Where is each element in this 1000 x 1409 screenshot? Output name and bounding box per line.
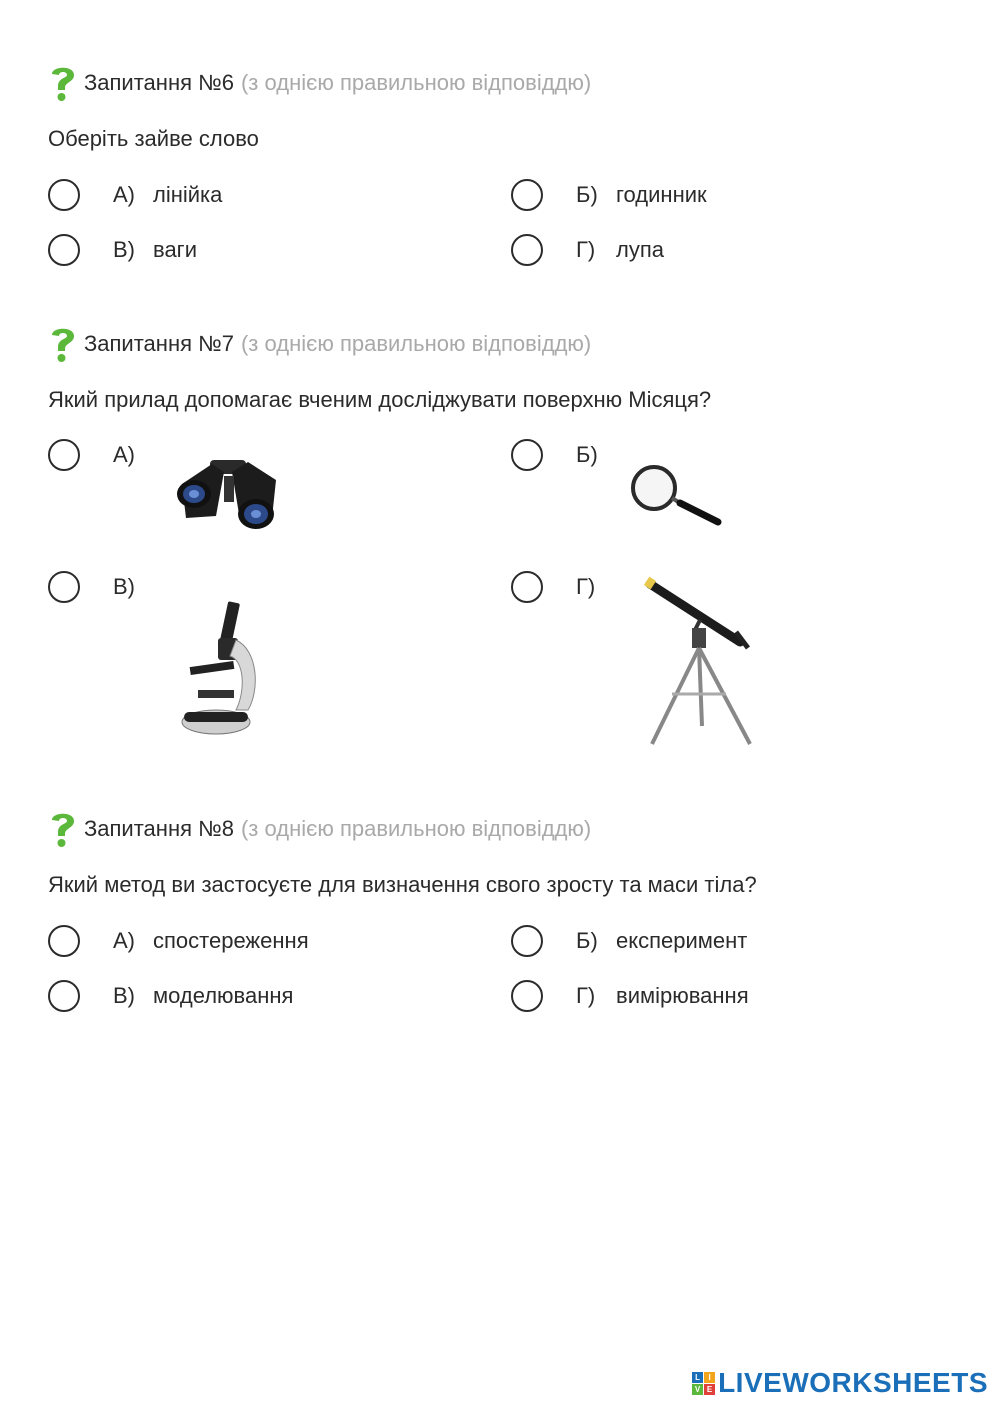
logo-mark-letter: V — [692, 1384, 703, 1395]
option-letter: Б) — [576, 442, 598, 467]
radio-button[interactable] — [511, 234, 543, 266]
option-text: ваги — [153, 237, 197, 262]
logo-mark-letter: L — [692, 1372, 703, 1383]
option-letter: В) — [113, 983, 135, 1008]
question-mark-icon — [48, 324, 78, 364]
option-b[interactable] — [511, 923, 747, 959]
option-text: спостереження — [153, 928, 309, 953]
binoculars-image — [172, 454, 284, 534]
logo-mark-icon — [692, 1372, 715, 1395]
option-text: експеримент — [616, 928, 748, 953]
option-a[interactable] — [48, 177, 222, 213]
option-c[interactable] — [48, 569, 153, 605]
option-c[interactable] — [48, 978, 293, 1014]
option-letter: Г) — [576, 574, 596, 599]
radio-button[interactable] — [48, 179, 80, 211]
question-title: Запитання №7 — [84, 331, 234, 356]
option-d[interactable] — [511, 569, 616, 605]
question-title: Запитання №8 — [84, 816, 234, 841]
question-6 — [48, 63, 968, 283]
radio-button[interactable] — [48, 234, 80, 266]
question-header — [48, 809, 591, 849]
question-title: Запитання №6 — [84, 70, 234, 95]
option-text: лупа — [616, 237, 664, 262]
radio-button[interactable] — [48, 980, 80, 1012]
question-8 — [48, 809, 968, 1029]
telescope-image — [640, 576, 760, 748]
question-text: Який прилад допомагає вченим досліджувати поверхню Місяця? — [48, 387, 712, 412]
radio-button[interactable] — [48, 925, 80, 957]
radio-button[interactable] — [511, 179, 543, 211]
option-letter: Г) — [576, 237, 596, 262]
option-text: вимірювання — [616, 983, 749, 1008]
option-a[interactable] — [48, 437, 153, 473]
question-7 — [48, 324, 968, 764]
question-mark-icon — [48, 63, 78, 103]
question-note: (з однією правильною відповіддю) — [240, 331, 592, 356]
radio-button[interactable] — [511, 571, 543, 603]
option-text: лінійка — [153, 182, 223, 207]
question-text: Який метод ви застосуєте для визначення свого зросту та маси тіла? — [48, 872, 757, 897]
logo-mark-letter: E — [704, 1384, 715, 1395]
liveworksheets-logo — [692, 1367, 988, 1399]
option-text: годинник — [616, 182, 707, 207]
option-b[interactable] — [511, 437, 616, 473]
question-text: Оберіть зайве слово — [48, 126, 259, 151]
option-a[interactable] — [48, 923, 309, 959]
option-d[interactable] — [511, 978, 749, 1014]
question-note: (з однією правильною відповіддю) — [240, 70, 592, 95]
option-letter: Б) — [576, 182, 598, 207]
option-letter: А) — [113, 442, 135, 467]
question-mark-icon — [48, 809, 78, 849]
option-c[interactable] — [48, 232, 197, 268]
option-letter: Г) — [576, 983, 596, 1008]
question-header — [48, 324, 591, 364]
option-text: моделювання — [153, 983, 294, 1008]
radio-button[interactable] — [48, 439, 80, 471]
option-b[interactable] — [511, 177, 707, 213]
question-note: (з однією правильною відповіддю) — [240, 816, 592, 841]
radio-button[interactable] — [511, 439, 543, 471]
option-letter: А) — [113, 182, 135, 207]
radio-button[interactable] — [511, 925, 543, 957]
option-letter: Б) — [576, 928, 598, 953]
option-letter: В) — [113, 237, 135, 262]
logo-mark-letter: I — [704, 1372, 715, 1383]
option-letter: А) — [113, 928, 135, 953]
option-letter: В) — [113, 574, 135, 599]
option-d[interactable] — [511, 232, 664, 268]
microscope-image — [178, 600, 268, 740]
question-header — [48, 63, 591, 103]
radio-button[interactable] — [511, 980, 543, 1012]
logo-text: LIVEWORKSHEETS — [718, 1367, 988, 1398]
magnifying-glass-image — [628, 464, 728, 530]
radio-button[interactable] — [48, 571, 80, 603]
